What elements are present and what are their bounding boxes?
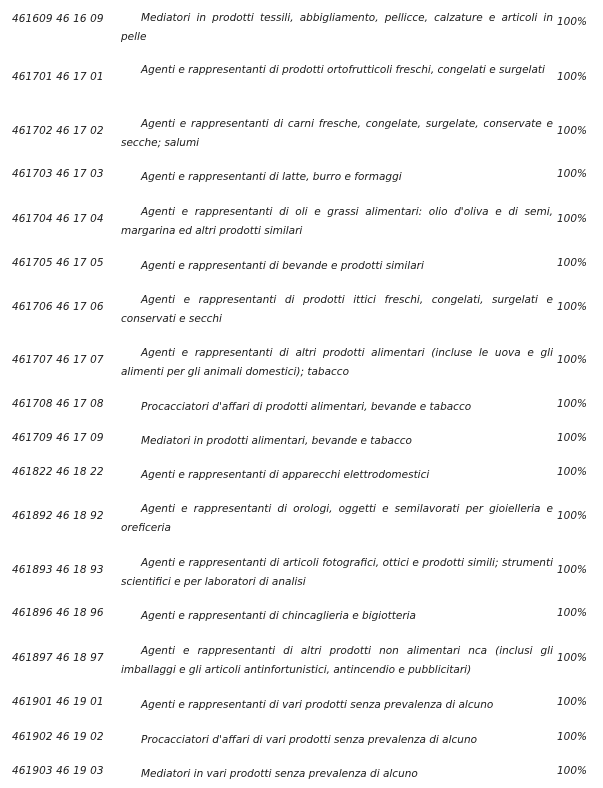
ateco-code: 461901 46 19 01 xyxy=(12,696,104,708)
ateco-code: 461704 46 17 04 xyxy=(12,213,104,225)
percentage-value: 100% xyxy=(557,765,588,777)
ateco-code: 461822 46 18 22 xyxy=(12,466,104,478)
percentage-value: 100% xyxy=(557,354,588,366)
activity-description: Agenti e rappresentanti di vari prodotti senza prevalenza di alcuno xyxy=(141,699,494,711)
percentage-value: 100% xyxy=(557,731,588,743)
activity-description: Agenti e rappresentanti di carni fresche, congelate, surgelate, conservate e secche; salumi xyxy=(121,118,553,149)
activity-description: Agenti e rappresentanti di articoli fotografici, ottici e prodotti simili; strumenti scientifici e per laboratori di analisi xyxy=(121,557,553,588)
activity-description: Procacciatori d'affari di vari prodotti senza prevalenza di alcuno xyxy=(141,734,478,746)
activity-description: Mediatori in prodotti alimentari, bevande e tabacco xyxy=(141,435,412,447)
activity-description: Procacciatori d'affari di prodotti alimentari, bevande e tabacco xyxy=(141,401,472,413)
percentage-value: 100% xyxy=(557,432,588,444)
activity-description: Agenti e rappresentanti di altri prodotti alimentari (incluse le uova e gli alimenti per gli animali domestici); tabacco xyxy=(121,347,553,378)
percentage-value: 100% xyxy=(557,652,588,664)
percentage-value: 100% xyxy=(557,466,588,478)
percentage-value: 100% xyxy=(557,16,588,28)
ateco-code: 461897 46 18 97 xyxy=(12,652,104,664)
percentage-value: 100% xyxy=(557,168,588,180)
percentage-value: 100% xyxy=(557,213,588,225)
percentage-value: 100% xyxy=(557,607,588,619)
activity-description: Agenti e rappresentanti di altri prodotti non alimentari nca (inclusi gli imballaggi e gli articoli antinfortunistici, antincendio e pubblicitari) xyxy=(121,645,553,676)
activity-description: Agenti e rappresentanti di apparecchi elettrodomestici xyxy=(141,469,430,481)
activity-description: Agenti e rappresentanti di prodotti ittici freschi, congelati, surgelati e conservati e secchi xyxy=(121,294,553,325)
ateco-code: 461705 46 17 05 xyxy=(12,257,104,269)
percentage-value: 100% xyxy=(557,398,588,410)
activity-description: Agenti e rappresentanti di orologi, oggetti e semilavorati per gioielleria e oreficeria xyxy=(121,503,553,534)
ateco-code: 461707 46 17 07 xyxy=(12,354,104,366)
percentage-value: 100% xyxy=(557,510,588,522)
ateco-code: 461903 46 19 03 xyxy=(12,765,104,777)
ateco-code: 461709 46 17 09 xyxy=(12,432,104,444)
percentage-value: 100% xyxy=(557,125,588,137)
activity-description: Agenti e rappresentanti di bevande e prodotti similari xyxy=(141,260,424,272)
activity-description: Agenti e rappresentanti di latte, burro e formaggi xyxy=(141,171,402,183)
percentage-value: 100% xyxy=(557,301,588,313)
ateco-code: 461902 46 19 02 xyxy=(12,731,104,743)
ateco-code: 461609 46 16 09 xyxy=(12,13,104,25)
ateco-code: 461892 46 18 92 xyxy=(12,510,104,522)
activity-description: Agenti e rappresentanti di prodotti ortofrutticoli freschi, congelati e surgelati xyxy=(141,64,545,76)
percentage-value: 100% xyxy=(557,257,588,269)
ateco-code: 461893 46 18 93 xyxy=(12,564,104,576)
activity-description: Mediatori in vari prodotti senza prevalenza di alcuno xyxy=(141,768,418,780)
percentage-value: 100% xyxy=(557,71,588,83)
ateco-code: 461701 46 17 01 xyxy=(12,71,104,83)
ateco-code: 461702 46 17 02 xyxy=(12,125,104,137)
percentage-value: 100% xyxy=(557,564,588,576)
activity-description: Agenti e rappresentanti di oli e grassi alimentari: olio d'oliva e di semi, margarina ed altri prodotti similari xyxy=(121,206,553,237)
ateco-code: 461706 46 17 06 xyxy=(12,301,104,313)
activity-description: Agenti e rappresentanti di chincaglieria e bigiotteria xyxy=(141,610,416,622)
ateco-code: 461708 46 17 08 xyxy=(12,398,104,410)
ateco-code: 461896 46 18 96 xyxy=(12,607,104,619)
activity-description: Mediatori in prodotti tessili, abbigliamento, pellicce, calzature e articoli in pelle xyxy=(121,12,553,43)
ateco-code: 461703 46 17 03 xyxy=(12,168,104,180)
percentage-value: 100% xyxy=(557,696,588,708)
